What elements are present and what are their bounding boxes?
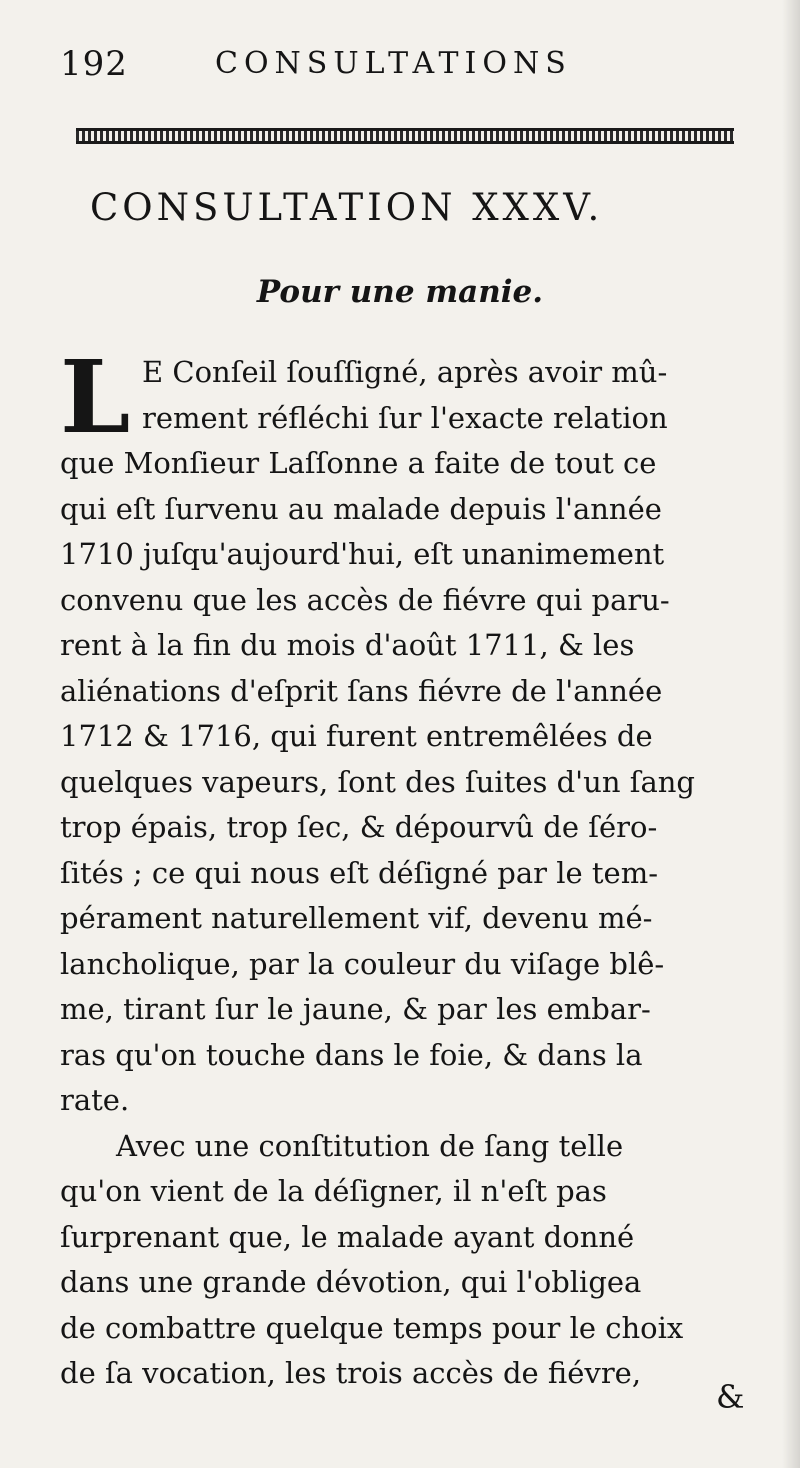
consultation-heading: CONSULTATION XXXV.	[90, 186, 604, 229]
consultation-subtitle: Pour une manie.	[256, 274, 544, 310]
drop-cap: L	[60, 338, 131, 456]
text-line: 1712 & 1716, qui furent entremêlées de	[60, 719, 653, 753]
text-line: rement réfléchi ſur l'exacte relation	[142, 400, 668, 435]
text-line: pérament naturellement vif, devenu mé-	[60, 901, 653, 935]
text-line: E Conſeil ſouſſigné, après avoir mû-	[142, 355, 668, 389]
text-line: convenu que les accès de fiévre qui paru-	[60, 582, 670, 617]
text-line: aliénations d'eſprit ſans fiévre de l'année	[60, 673, 663, 708]
text-line: quelques vapeurs, ſont des ſuites d'un ſang	[60, 764, 695, 799]
text-line: rent à la fin du mois d'août 1711, & les	[60, 628, 635, 662]
page-edge-shadow	[782, 0, 800, 1468]
running-head	[60, 42, 750, 88]
text-line: ras qu'on touche dans le foie, & dans la	[60, 1037, 643, 1072]
text-line: que Monſieur Laſſonne a faite de tout ce	[60, 446, 657, 480]
text-line: dans une grande dévotion, qui l'obligea	[60, 1265, 642, 1299]
page-number: 192	[60, 44, 128, 84]
text-line: 1710 juſqu'aujourd'hui, eſt unanimement	[60, 537, 665, 571]
text-line: Avec une conſtitution de ſang telle	[116, 1128, 624, 1163]
text-line: lancholique, par la couleur du viſage blê-	[60, 946, 665, 981]
text-line: qui eſt ſurvenu au malade depuis l'année	[60, 491, 662, 526]
text-line: ſités ; ce qui nous eſt déſigné par le tem-	[60, 855, 659, 890]
text-line: rate.	[60, 1083, 130, 1117]
running-title: CONSULTATIONS	[215, 46, 572, 81]
text-line: ſurprenant que, le malade ayant donné	[60, 1219, 635, 1254]
text-line: de ſa vocation, les trois accès de fiévre,	[60, 1356, 642, 1390]
text-line: qu'on vient de la déſigner, il n'eſt pas	[60, 1174, 607, 1208]
text-line: de combattre quelque temps pour le choix	[60, 1310, 684, 1345]
body-text	[60, 338, 750, 1397]
text-line: trop épais, trop ſec, & dépourvû de ſéro-	[60, 810, 658, 844]
catchword: &	[716, 1378, 745, 1416]
text-line: me, tirant ſur le jaune, & par les embar-	[60, 992, 651, 1026]
ornamental-rule	[76, 128, 734, 144]
